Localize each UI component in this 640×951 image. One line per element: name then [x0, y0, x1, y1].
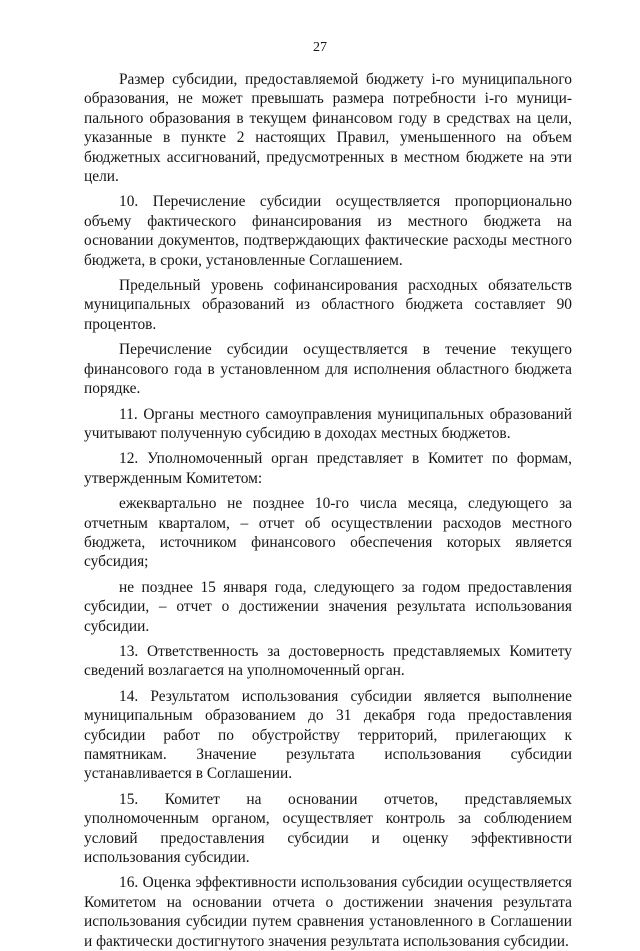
- document-body: [84, 70, 572, 951]
- paragraph-14: 14. Результатом использования субсидии является выполнение муниципальным образованием до 31 декабря года предоставления субсидии работ по обустройству территорий, прилегающих к памятникам. Значение результата использования субсидии устанавливается в Соглашении.: [84, 687, 572, 783]
- paragraph-15: 15. Комитет на основании отчетов, представляемых уполномоченным органом, осуществляет контроль за соблюдением условий предоставления субсидии и оценку эффективности использования субсидии.: [84, 790, 572, 867]
- paragraph-12-quarterly: ежеквартально не позднее 10-го числа месяца, следующего за отчетным кварталом, – отчет об осуществлении расходов местного бюджета, источником финансового обеспечения которых является субсидия;: [84, 495, 572, 571]
- paragraph-13: 13. Ответственность за достоверность представляемых Комитету сведений возлагается на уполномоченный орган.: [84, 642, 572, 680]
- paragraph-cofinancing-level: Предельный уровень софинансирования расходных обязательств муниципальных образований из областного бюджета составляет 90 процентов.: [84, 277, 572, 333]
- paragraph-10: 10. Перечисление субсидии осуществляется пропорционально объему фактического финансирования из местного бюджета на основании документов, подтверждающих фактические расходы местного бюджета, в сроки, установленные Соглашением.: [84, 193, 572, 269]
- paragraph-12-annual: не позднее 15 января года, следующего за годом предоставления субсидии, – отчет о достижении значения результата использования субсидии.: [84, 578, 572, 635]
- paragraph-subsidy-size: Размер субсидии, предоставляемой бюджету i-го муниципального образования, не может превышать размера потребности i-го муниципального образования в текущем финансовом году в средствах на цели, указанные в пункте 2 настоящих Правил, уменьшенного на объем бюджетных ассигнований, предусмотренных в местном бюджете на эти цели.: [84, 71, 572, 186]
- paragraph-12: 12. Уполномоченный орган представляет в Комитет по формам, утвержденным Комитетом:: [84, 450, 572, 487]
- page-number: 27: [313, 40, 327, 55]
- paragraph-transfer-timing: Перечисление субсидии осуществляется в течение текущего финансового года в установленном для исполнения областного бюджета порядке.: [84, 341, 572, 398]
- paragraph-16: 16. Оценка эффективности использования субсидии осуществляется Комитетом на основании отчета о достижении значения результата использования субсидии путем сравнения установленного в Соглашении и фактически достигнутого значения результата использования субсидии.: [84, 874, 572, 950]
- paragraph-11: 11. Органы местного самоуправления муниципальных образований учитывают полученную субсидию в доходах местных бюджетов.: [84, 405, 572, 442]
